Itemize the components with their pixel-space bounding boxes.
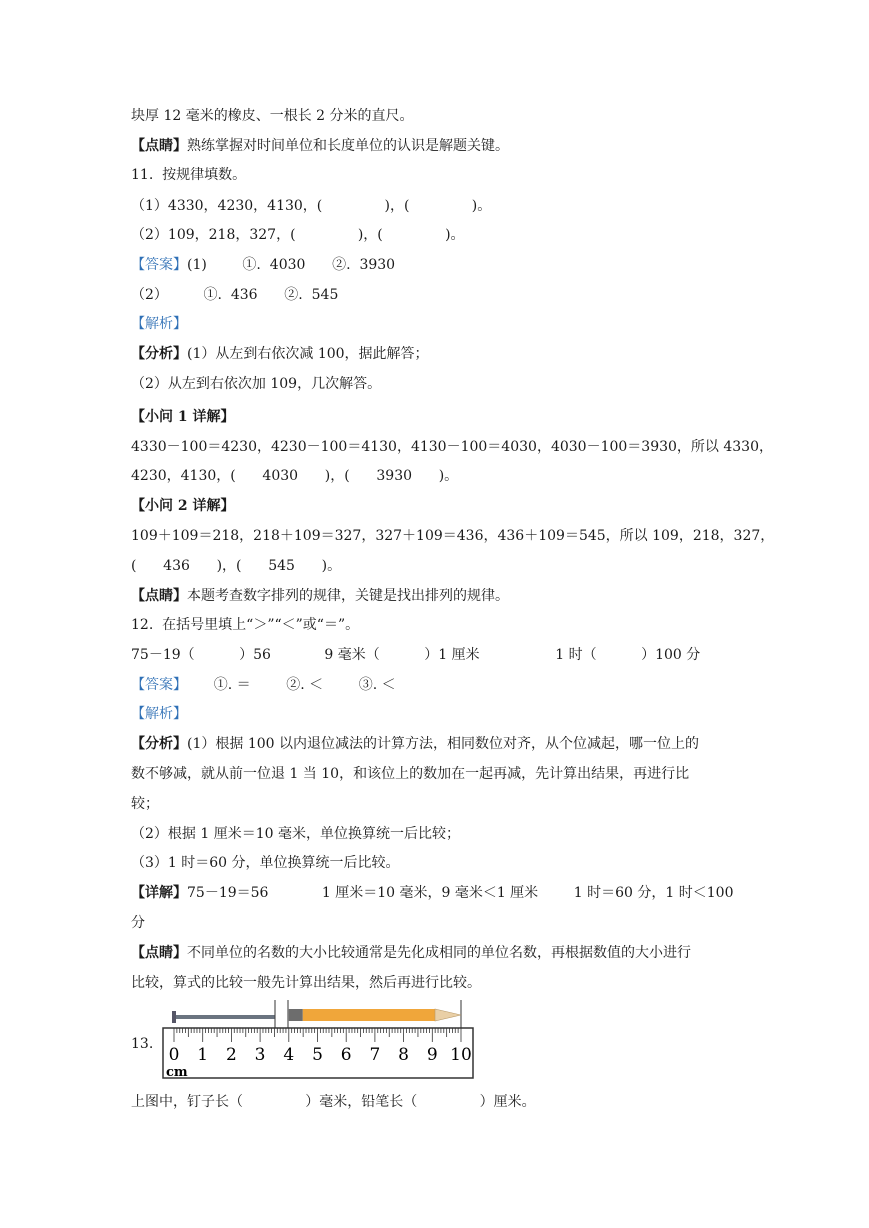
dianjing-line	[131, 586, 509, 606]
answer-line: （2） ①. 436 ②. 545	[131, 287, 339, 303]
analysis-line: 数不够减，就从前一位退 1 当 10，和该位上的数加在一起再减，先计算出结果，再进行比	[131, 766, 690, 782]
answer-line	[131, 675, 396, 695]
ruler-figure	[131, 1000, 491, 1082]
tag-dianjing: 【点睛】	[131, 945, 187, 961]
ruler-tick-label: 6	[340, 1045, 352, 1065]
tag-xiangjie: 【详解】	[131, 885, 187, 901]
nail-shaft	[176, 1015, 274, 1019]
text-line: 块厚 12 毫米的橡皮、一根长 2 分米的直尺。	[131, 108, 414, 124]
ruler-tick-label: 10	[450, 1045, 472, 1065]
answer-content: (1) ①. 4030 ②. 3930	[187, 257, 396, 273]
subquestion-heading: 【小问 1 详解】	[131, 409, 235, 425]
ruler-tick-label: 3	[254, 1045, 266, 1065]
dianjing-line: 比较，算式的比较一般先计算出结果，然后再进行比较。	[131, 975, 481, 991]
subquestion-heading: 【小问 2 详解】	[131, 498, 235, 514]
question-item: （2）109，218，327，( )，( )。	[131, 227, 465, 243]
tag-answer: 【答案】	[131, 257, 187, 273]
text-content: 熟练掌握对时间单位和长度单位的认识是解题关键。	[187, 138, 509, 154]
question-item: 75－19（ ）56 9 毫米（ ）1 厘米 1 时（ ）100 分	[131, 647, 701, 663]
text-line	[131, 136, 509, 156]
ruler-tick-label: 7	[369, 1045, 381, 1065]
text-content: (1）从左到右依次减 100，据此解答；	[187, 346, 429, 362]
detail-line: 109＋109＝218，218＋109＝327，327＋109＝436，436＋109＝545，所以 109，218，327，	[131, 528, 775, 544]
question-item: 上图中，钉子长（ ）毫米，铅笔长（ ）厘米。	[131, 1094, 536, 1110]
detail-line: ( 436 )，( 545 )。	[131, 558, 342, 574]
ruler-tick-label: 1	[197, 1045, 209, 1065]
dianjing-line	[131, 943, 691, 963]
nail-head	[172, 1011, 176, 1023]
answer-line	[131, 255, 395, 275]
question-title: 12. 在括号里填上“＞”“＜”或“＝”。	[131, 617, 360, 633]
ruler-diagram	[131, 1000, 491, 1082]
detail-line: 4230，4130，( 4030 )，( 3930 )。	[131, 468, 459, 484]
analysis-line: （2）根据 1 厘米＝10 毫米，单位换算统一后比较；	[131, 826, 460, 842]
answer-content: ①. ＝ ②. ＜ ③. ＜	[187, 677, 396, 693]
analysis-line	[131, 344, 429, 364]
tag-fenxi: 【分析】	[131, 346, 187, 362]
tag-dianjing: 【点睛】	[131, 138, 187, 154]
text-content: 75－19＝56 1 厘米＝10 毫米，9 毫米＜1 厘米 1 时＝60 分，1 时＜100	[187, 885, 734, 901]
tag-analysis: 【解析】	[131, 706, 187, 722]
question-title: 11. 按规律填数。	[131, 167, 247, 183]
text-content: 不同单位的名数的大小比较通常是先化成相同的单位名数，再根据数值的大小进行	[187, 945, 691, 961]
ruler-tick-label: 9	[426, 1045, 438, 1065]
tag-fenxi: 【分析】	[131, 736, 187, 752]
ruler-tick-label: 0	[168, 1045, 180, 1065]
ruler-tick-label: 8	[398, 1045, 410, 1065]
tag-answer: 【答案】	[131, 677, 187, 693]
ruler-tick-label: 2	[225, 1045, 237, 1065]
detail-line	[131, 883, 733, 903]
analysis-line: （2）从左到右依次加 109，几次解答。	[131, 376, 382, 392]
text-content: (1）根据 100 以内退位减法的计算方法，相同数位对齐，从个位减起，哪一位上的	[187, 736, 699, 752]
tag-analysis: 【解析】	[131, 316, 187, 332]
text-content: 本题考查数字排列的规律，关键是找出排列的规律。	[187, 588, 509, 604]
pencil-body	[303, 1009, 435, 1021]
analysis-line	[131, 734, 699, 754]
question-item: （1）4330，4230，4130，( )，( )。	[131, 198, 492, 214]
ruler-tick-label: 5	[312, 1045, 323, 1065]
analysis-line: 较；	[131, 796, 159, 812]
pencil-eraser	[289, 1009, 303, 1021]
detail-line: 分	[131, 915, 145, 931]
detail-line: 4330－100＝4230，4230－100＝4130，4130－100＝4030，4030－100＝3930，所以 4330，	[131, 439, 773, 455]
analysis-line: （3）1 时＝60 分，单位换算统一后比较。	[131, 855, 400, 871]
pencil-tip	[435, 1009, 461, 1021]
question-number: 13.	[131, 1036, 154, 1052]
ruler-unit-label: cm	[166, 1065, 188, 1080]
ruler-tick-label: 4	[283, 1045, 295, 1065]
tag-dianjing: 【点睛】	[131, 588, 187, 604]
